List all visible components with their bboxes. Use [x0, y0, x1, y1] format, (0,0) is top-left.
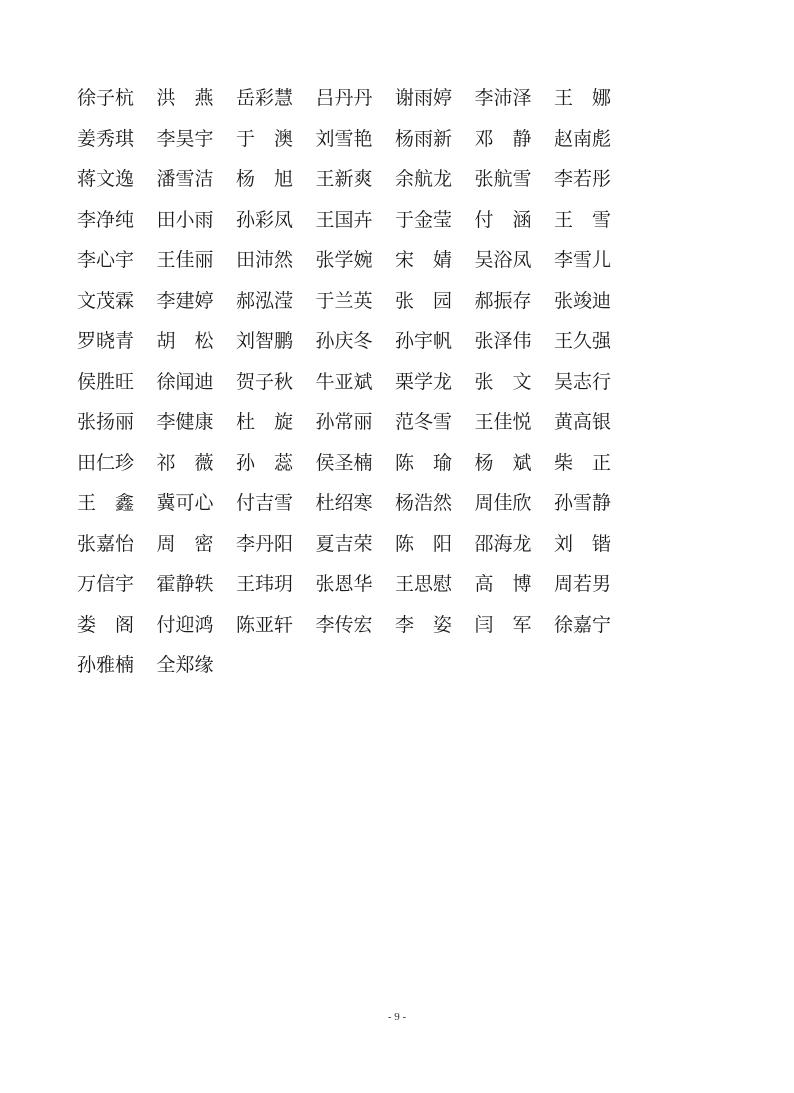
- names-row: [77, 483, 717, 524]
- name-entry: 王玮玥: [236, 573, 294, 596]
- name-entry: 张扬丽: [77, 411, 135, 434]
- name-entry: 刘 锴: [554, 532, 612, 555]
- name-entry: 贺子秋: [236, 370, 294, 393]
- name-entry: 杨 斌: [474, 451, 532, 474]
- name-entry: 李 姿: [395, 613, 453, 636]
- names-row: [77, 524, 717, 565]
- name-entry: 张航雪: [474, 168, 532, 191]
- name-entry: 周 密: [156, 532, 214, 555]
- name-entry: 王久强: [554, 330, 612, 353]
- name-entry: 杜绍寒: [315, 492, 373, 515]
- name-entry: 孙雪静: [554, 492, 612, 515]
- name-entry: 胡 松: [156, 330, 214, 353]
- names-row: [77, 159, 717, 200]
- name-entry: 夏吉荣: [315, 532, 373, 555]
- name-entry: 闫 军: [474, 613, 532, 636]
- name-entry: 王佳丽: [156, 249, 214, 272]
- name-entry: 刘雪艳: [315, 127, 373, 150]
- name-entry: 张恩华: [315, 573, 373, 596]
- name-entry: 付 涵: [474, 208, 532, 231]
- name-entry: 田仁珍: [77, 451, 135, 474]
- name-entry: 王国卉: [315, 208, 373, 231]
- name-entry: 李丹阳: [236, 532, 294, 555]
- name-entry: 洪 燕: [156, 87, 214, 110]
- name-entry: 孙常丽: [315, 411, 373, 434]
- name-entry: 徐嘉宁: [554, 613, 612, 636]
- name-entry: 王 娜: [554, 87, 612, 110]
- name-entry: 于金莹: [395, 208, 453, 231]
- name-entry: 吕丹丹: [315, 87, 373, 110]
- name-entry: 郝振存: [474, 289, 532, 312]
- name-entry: 张 文: [474, 370, 532, 393]
- names-row: [77, 240, 717, 281]
- name-entry: 全郑缘: [156, 654, 214, 677]
- name-entry: 李传宏: [315, 613, 373, 636]
- name-entry: 栗学龙: [395, 370, 453, 393]
- name-entry: 田沛然: [236, 249, 294, 272]
- name-entry: 杨雨新: [395, 127, 453, 150]
- name-entry: 孙 蕊: [236, 451, 294, 474]
- names-list: [77, 78, 717, 686]
- name-entry: 李净纯: [77, 208, 135, 231]
- name-entry: 侯圣楠: [315, 451, 373, 474]
- name-entry: 付迎鸿: [156, 613, 214, 636]
- names-row: [77, 605, 717, 646]
- name-entry: 高 博: [474, 573, 532, 596]
- name-entry: 付吉雪: [236, 492, 294, 515]
- name-entry: 李若彤: [554, 168, 612, 191]
- name-entry: 王思慰: [395, 573, 453, 596]
- name-entry: 霍静轶: [156, 573, 214, 596]
- name-entry: 邵海龙: [474, 532, 532, 555]
- name-entry: 娄 阁: [77, 613, 135, 636]
- name-entry: 张学婉: [315, 249, 373, 272]
- name-entry: 岳彩慧: [236, 87, 294, 110]
- name-entry: 王 鑫: [77, 492, 135, 515]
- name-entry: 于 澳: [236, 127, 294, 150]
- name-entry: 冀可心: [156, 492, 214, 515]
- name-entry: 李沛泽: [474, 87, 532, 110]
- name-entry: 李昊宇: [156, 127, 214, 150]
- page-number: - 9 -: [387, 1011, 407, 1023]
- name-entry: 吴浴凤: [474, 249, 532, 272]
- name-entry: 孙庆冬: [315, 330, 373, 353]
- names-row: [77, 200, 717, 241]
- name-entry: 余航龙: [395, 168, 453, 191]
- name-entry: 张 园: [395, 289, 453, 312]
- name-entry: 杨 旭: [236, 168, 294, 191]
- name-entry: 杨浩然: [395, 492, 453, 515]
- names-row: [77, 321, 717, 362]
- name-entry: 王佳悦: [474, 411, 532, 434]
- names-row: [77, 78, 717, 119]
- name-entry: 周佳欣: [474, 492, 532, 515]
- name-entry: 徐子杭: [77, 87, 135, 110]
- name-entry: 柴 正: [554, 451, 612, 474]
- names-row: [77, 443, 717, 484]
- name-entry: 宋 婧: [395, 249, 453, 272]
- name-entry: 黄高银: [554, 411, 612, 434]
- names-row: [77, 564, 717, 605]
- name-entry: 孙宇帆: [395, 330, 453, 353]
- name-entry: 徐闻迪: [156, 370, 214, 393]
- name-entry: 李心宇: [77, 249, 135, 272]
- name-entry: 陈 瑜: [395, 451, 453, 474]
- names-row: [77, 281, 717, 322]
- name-entry: 陈 阳: [395, 532, 453, 555]
- name-entry: 祁 薇: [156, 451, 214, 474]
- name-entry: 张泽伟: [474, 330, 532, 353]
- name-entry: 吴志行: [554, 370, 612, 393]
- name-entry: 牛亚斌: [315, 370, 373, 393]
- name-entry: 姜秀琪: [77, 127, 135, 150]
- name-entry: 孙雅楠: [77, 654, 135, 677]
- names-row: [77, 119, 717, 160]
- name-entry: 张嘉怡: [77, 532, 135, 555]
- name-entry: 侯胜旺: [77, 370, 135, 393]
- name-entry: 蒋文逸: [77, 168, 135, 191]
- name-entry: 张竣迪: [554, 289, 612, 312]
- names-row: [77, 402, 717, 443]
- name-entry: 陈亚轩: [236, 613, 294, 636]
- name-entry: 杜 旋: [236, 411, 294, 434]
- name-entry: 于兰英: [315, 289, 373, 312]
- name-entry: 潘雪洁: [156, 168, 214, 191]
- name-entry: 刘智鹏: [236, 330, 294, 353]
- name-entry: 李雪儿: [554, 249, 612, 272]
- name-entry: 田小雨: [156, 208, 214, 231]
- name-entry: 赵南彪: [554, 127, 612, 150]
- name-entry: 谢雨婷: [395, 87, 453, 110]
- name-entry: 李健康: [156, 411, 214, 434]
- name-entry: 王 雪: [554, 208, 612, 231]
- name-entry: 范冬雪: [395, 411, 453, 434]
- name-entry: 万信宇: [77, 573, 135, 596]
- names-row: [77, 645, 717, 686]
- name-entry: 罗晓青: [77, 330, 135, 353]
- name-entry: 文茂霖: [77, 289, 135, 312]
- name-entry: 孙彩凤: [236, 208, 294, 231]
- name-entry: 李建婷: [156, 289, 214, 312]
- names-row: [77, 362, 717, 403]
- name-entry: 周若男: [554, 573, 612, 596]
- name-entry: 邓 静: [474, 127, 532, 150]
- name-entry: 王新爽: [315, 168, 373, 191]
- name-entry: 郝泓滢: [236, 289, 294, 312]
